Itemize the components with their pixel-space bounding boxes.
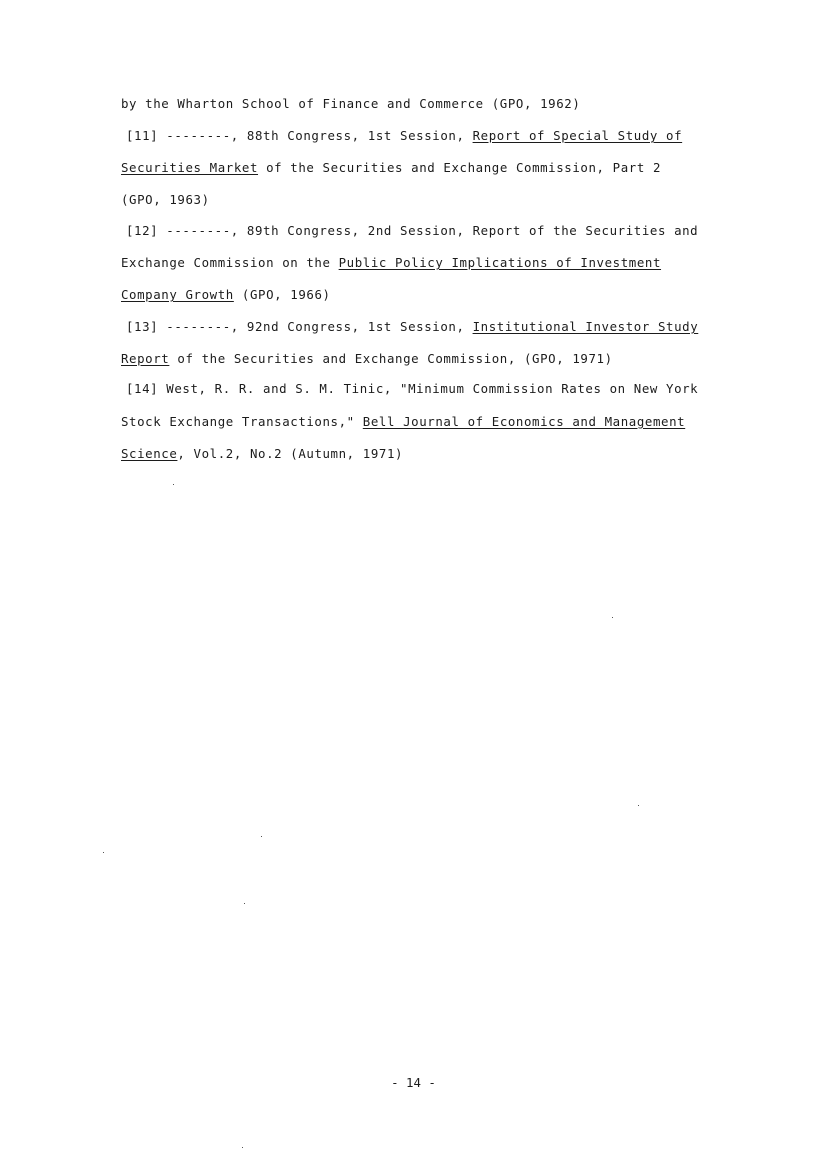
reference-text: of the Securities and Exchange Commission, (GPO, 1971) xyxy=(169,351,613,366)
underlined-title: Company Growth xyxy=(121,287,234,302)
reference-line xyxy=(121,160,721,176)
reference-line xyxy=(121,287,721,303)
scan-speck xyxy=(612,617,613,618)
scan-speck xyxy=(242,1147,243,1148)
reference-line xyxy=(121,446,721,462)
underlined-title: Institutional Investor Study xyxy=(472,319,699,334)
underlined-title: Bell Journal of Economics and Management xyxy=(362,414,686,429)
scan-speck xyxy=(638,805,639,806)
underlined-title: Public Policy Implications of Investment xyxy=(338,255,662,270)
reference-line xyxy=(121,96,721,112)
reference-text: by the Wharton School of Finance and Commerce (GPO, 1962) xyxy=(121,96,581,111)
underlined-title: Report xyxy=(121,351,170,366)
reference-line xyxy=(121,255,721,271)
underlined-title: Science xyxy=(121,446,178,461)
reference-line xyxy=(126,223,726,239)
reference-line xyxy=(126,381,726,397)
reference-text: [12] --------, 89th Congress, 2nd Session, Report of the Securities and xyxy=(126,223,699,238)
scan-speck xyxy=(244,903,245,904)
reference-text: (GPO, 1966) xyxy=(233,287,331,302)
scan-speck xyxy=(261,836,262,837)
reference-line xyxy=(126,128,726,144)
reference-line xyxy=(121,192,721,208)
underlined-title: Report of Special Study of xyxy=(472,128,683,143)
reference-text: [11] --------, 88th Congress, 1st Session, xyxy=(126,128,473,143)
reference-line xyxy=(126,319,726,335)
reference-text: (GPO, 1963) xyxy=(121,192,210,207)
reference-text: [14] West, R. R. and S. M. Tinic, "Minimum Commission Rates on New York xyxy=(126,381,699,396)
reference-text: Stock Exchange Transactions," xyxy=(121,414,363,429)
reference-text: , Vol.2, No.2 (Autumn, 1971) xyxy=(177,446,404,461)
underlined-title: Securities Market xyxy=(121,160,259,175)
scan-speck xyxy=(103,852,104,853)
reference-text: of the Securities and Exchange Commission, Part 2 xyxy=(258,160,662,175)
page-number: - 14 - xyxy=(391,1075,436,1090)
reference-text: Exchange Commission on the xyxy=(121,255,339,270)
reference-line xyxy=(121,351,721,367)
scan-speck xyxy=(173,484,174,485)
reference-line xyxy=(121,414,721,430)
reference-text: [13] --------, 92nd Congress, 1st Session, xyxy=(126,319,473,334)
